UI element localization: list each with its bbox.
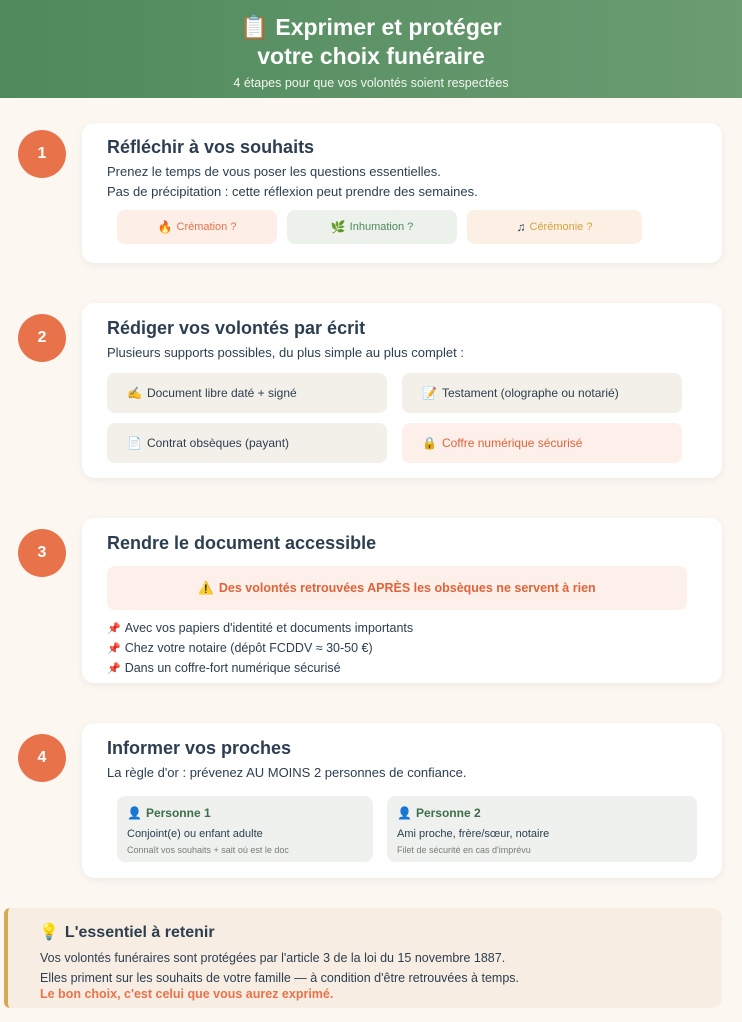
person-role: Ami proche, frère/sœur, notaire (397, 828, 550, 840)
essential-line: Vos volontés funéraires sont protégées par l'article 3 de la loi du 15 novembre 1887. (40, 951, 506, 965)
chip-inhumation: 🌿 Inhumation ? (287, 210, 457, 244)
step-number-1: 1 (18, 130, 66, 178)
step-text: Prenez le temps de vous poser les questions essentielles. (107, 164, 441, 179)
warning-banner: ⚠️ Des volontés retrouvées APRÈS les obsèques ne servent à rien (107, 566, 687, 610)
page-header (0, 0, 742, 98)
fire-icon: 🔥 (157, 220, 173, 234)
step-number-4: 4 (18, 734, 66, 782)
step-text: Plusieurs supports possibles, du plus simple au plus complet : (107, 345, 464, 360)
step-card-1 (82, 123, 722, 263)
pushpin-icon: 📌 (107, 663, 121, 675)
option-coffre-numerique: 🔒 Coffre numérique sécurisé (402, 423, 682, 463)
person-name: Personne 1 (145, 806, 211, 820)
chip-ceremonie: ♫ Cérémonie ? (467, 210, 642, 244)
pushpin-icon: 📌 (107, 623, 121, 635)
music-note-icon: ♫ (516, 220, 526, 234)
lightbulb-icon: 💡 (39, 924, 59, 941)
step-card-2 (82, 303, 722, 478)
warning-icon: ⚠️ (198, 580, 214, 595)
step-title: Rendre le document accessible (107, 533, 377, 553)
essential-highlight: Le bon choix, c'est celui que vous aurez exprimé. (40, 987, 334, 1001)
pushpin-icon: 📌 (107, 643, 121, 655)
option-testament: 📝 Testament (olographe ou notarié) (402, 373, 682, 413)
step-number-3: 3 (18, 529, 66, 577)
memo-icon: 📝 (422, 386, 437, 400)
leaf-icon: 🌿 (330, 220, 346, 234)
list-item: 📌 Avec vos papiers d'identité et documents importants (107, 621, 414, 635)
step-text: Pas de précipitation : cette réflexion peut prendre des semaines. (107, 184, 478, 199)
step-text: La règle d'or : prévenez AU MOINS 2 personnes de confiance. (107, 765, 467, 780)
person-role: Conjoint(e) ou enfant adulte (127, 828, 263, 840)
option-contrat-obseques: 📄 Contrat obsèques (payant) (107, 423, 387, 463)
step-title: Informer vos proches (107, 738, 292, 758)
essential-title: 💡 L'essentiel à retenir (39, 924, 215, 941)
essential-line: Elles priment sur les souhaits de votre famille — à condition d'être retrouvées à temps. (40, 971, 519, 985)
chip-cremation: 🔥 Crémation ? (117, 210, 277, 244)
writing-hand-icon: ✍️ (127, 386, 142, 400)
step-title: Rédiger vos volontés par écrit (107, 318, 366, 338)
person-card-1 (117, 796, 373, 862)
person-name: Personne 2 (415, 806, 481, 820)
step-card-4 (82, 723, 722, 878)
person-icon: 👤 (397, 806, 412, 820)
page-title-line1: 📋 Exprimer et protéger (240, 14, 502, 40)
essential-box (4, 908, 722, 1008)
page-subtitle: 4 étapes pour que vos volontés soient respectées (233, 76, 509, 90)
person-card-2 (387, 796, 697, 862)
person-description: Connaît vos souhaits + sait où est le doc (127, 845, 289, 855)
person-icon: 👤 (127, 806, 142, 820)
list-item: 📌 Dans un coffre-fort numérique sécurisé (107, 661, 341, 675)
page-title-line2: votre choix funéraire (257, 43, 485, 69)
document-icon: 📄 (127, 436, 142, 450)
lock-icon: 🔒 (422, 436, 437, 450)
step-card-3 (82, 518, 722, 683)
clipboard-icon: 📋 (240, 14, 269, 40)
person-description: Filet de sécurité en cas d'imprévu (397, 845, 531, 855)
list-item: 📌 Chez votre notaire (dépôt FCDDV ≈ 30-50 €) (107, 641, 373, 655)
step-title: Réfléchir à vos souhaits (107, 137, 315, 157)
option-document-libre: ✍️ Document libre daté + signé (107, 373, 387, 413)
step-number-2: 2 (18, 314, 66, 362)
